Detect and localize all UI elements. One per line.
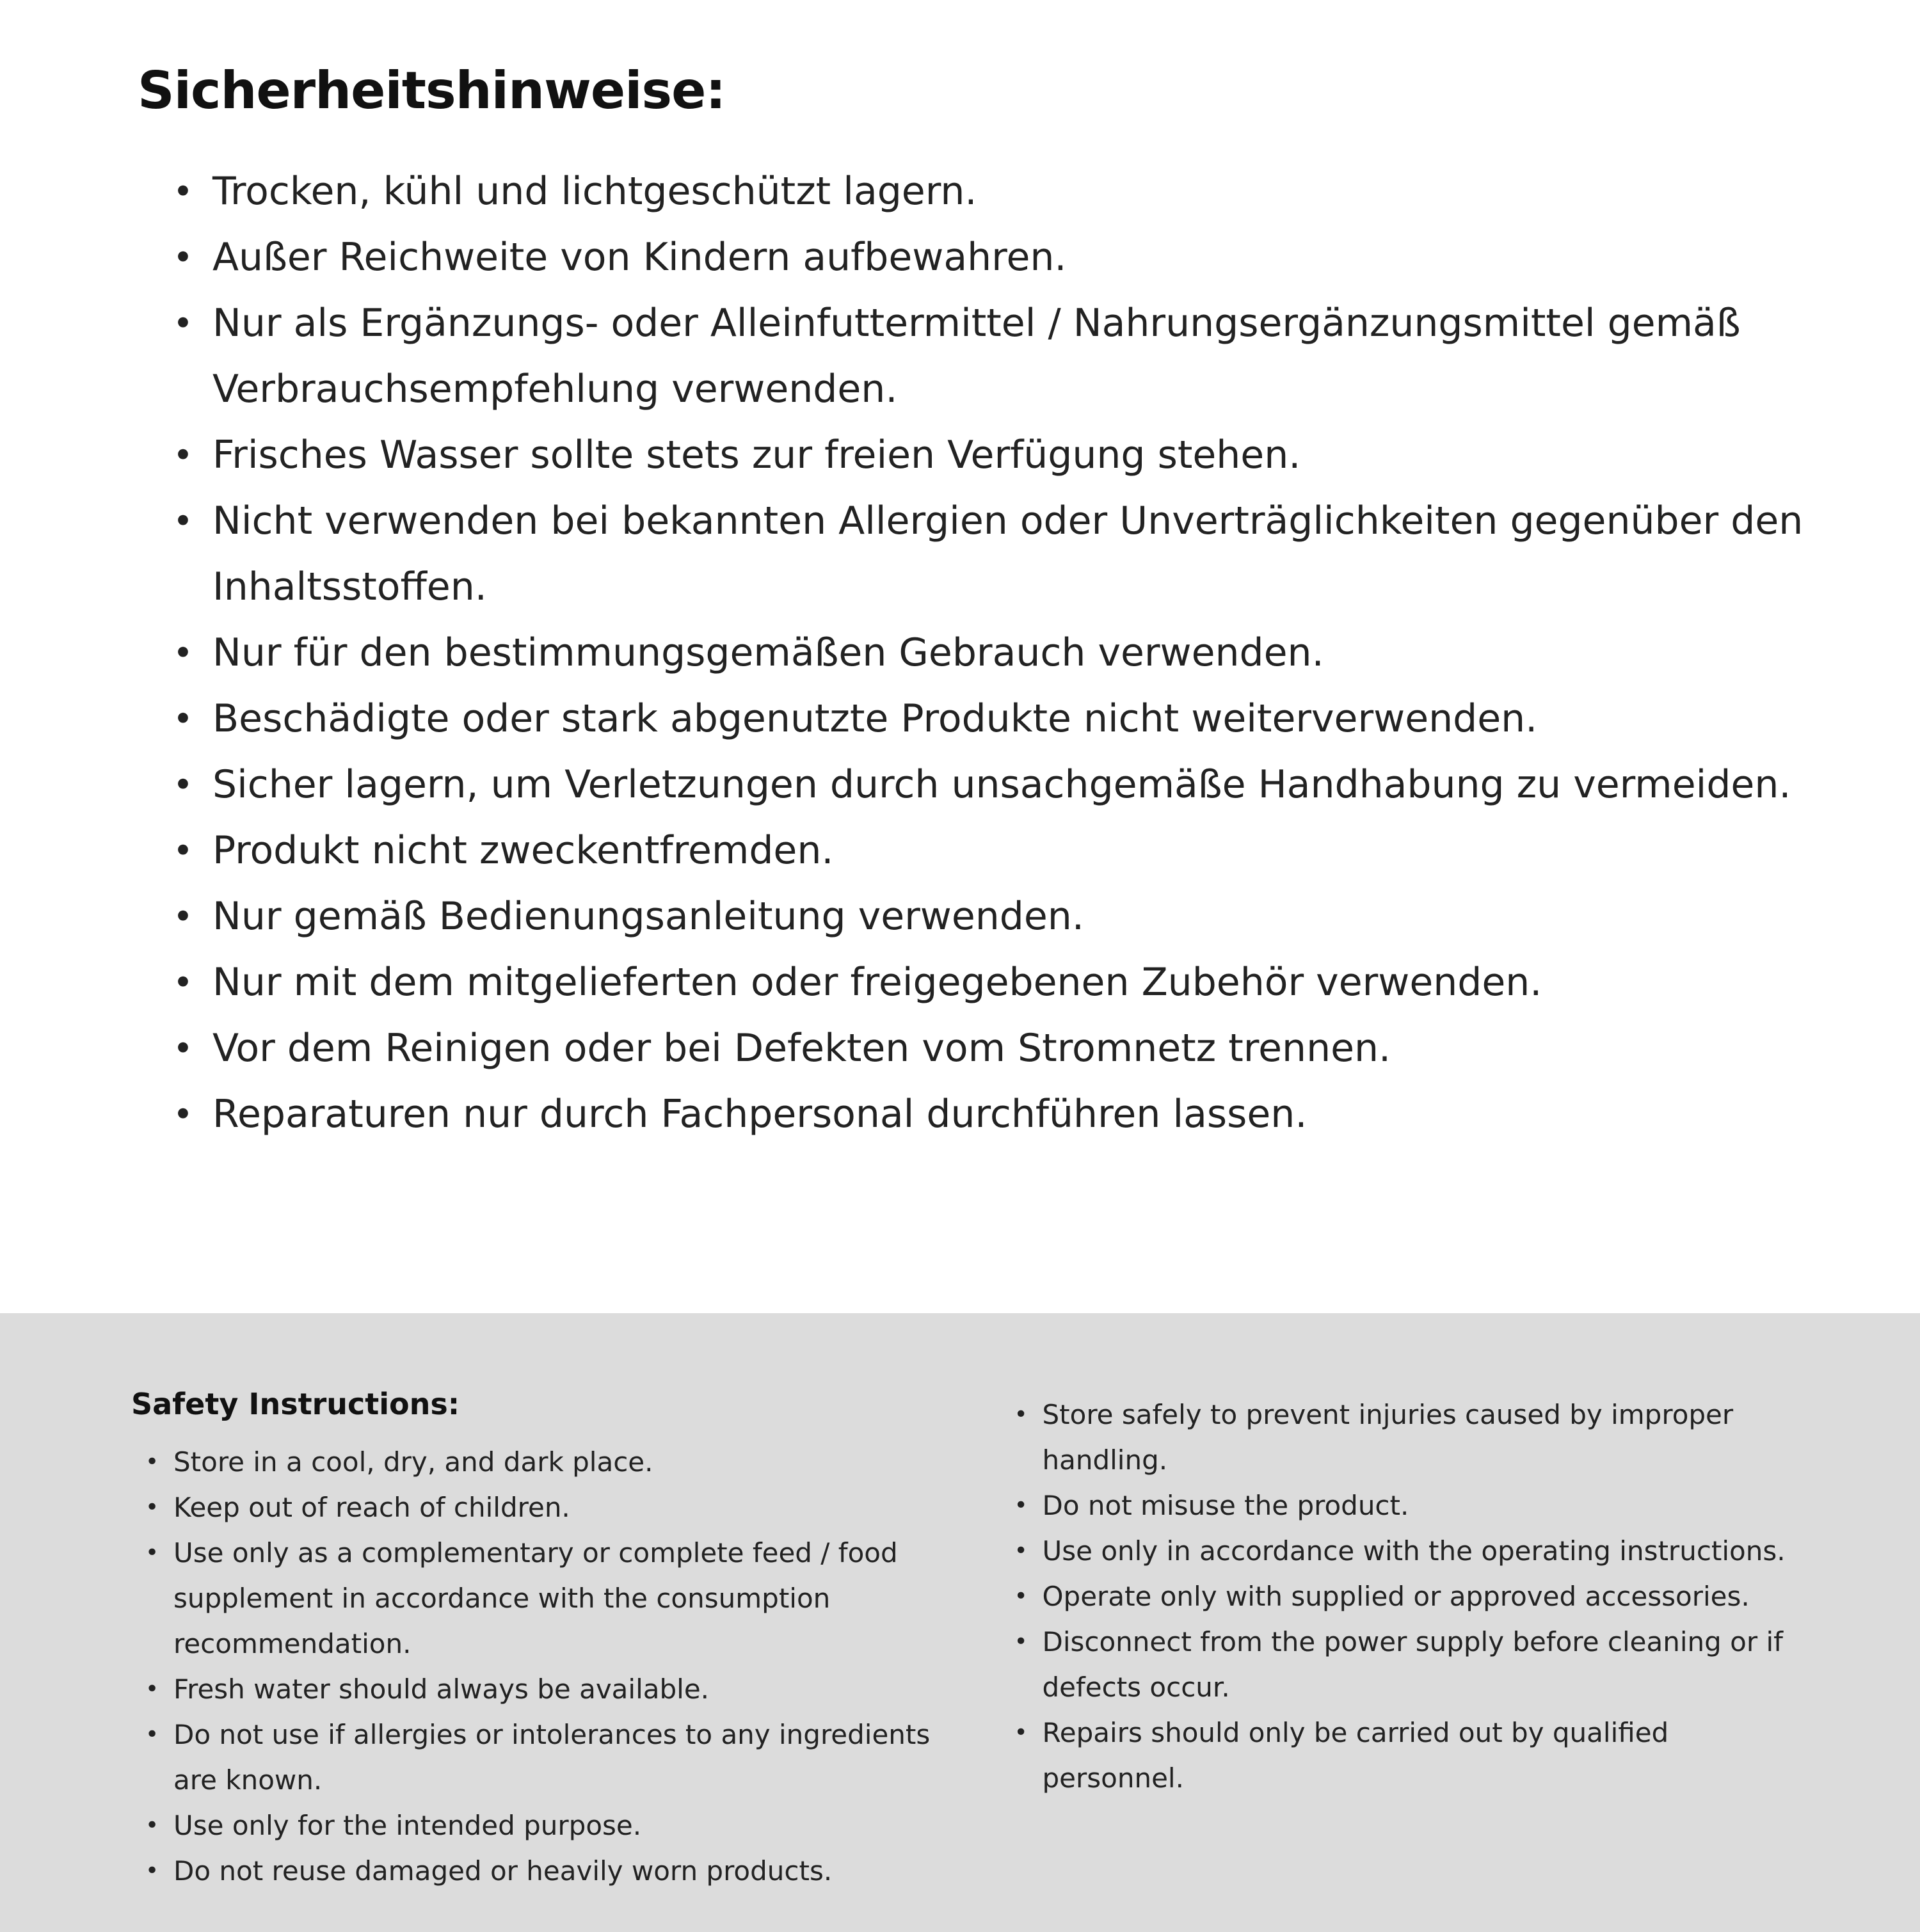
english-safety-list-right [1000, 1392, 1812, 1801]
list-item: • Vor dem Reinigen oder bei Defekten vom Stromnetz trennen. [173, 1016, 1805, 1082]
german-section-title: Sicherheitshinweise: [138, 61, 726, 120]
german-safety-list [138, 159, 1805, 1147]
list-item: • Keep out of reach of children. [145, 1485, 943, 1530]
list-item: • Do not reuse damaged or heavily worn products. [145, 1848, 943, 1894]
list-item: • Repairs should only be carried out by qualified personnel. [1014, 1710, 1812, 1801]
english-left-column [131, 1387, 943, 1894]
list-item: • Fresh water should always be available. [145, 1666, 943, 1712]
list-item: • Nur als Ergänzungs- oder Alleinfuttermittel / Nahrungsergänzungsmittel gemäß Verbrauchsempfehlung verwenden. [173, 291, 1805, 422]
english-right-column [1000, 1387, 1812, 1894]
list-item: • Store in a cool, dry, and dark place. [145, 1439, 943, 1485]
list-item: • Nur mit dem mitgelieferten oder freigegebenen Zubehör verwenden. [173, 950, 1805, 1016]
list-item: • Reparaturen nur durch Fachpersonal durchführen lassen. [173, 1082, 1805, 1147]
list-item: • Außer Reichweite von Kindern aufbewahren. [173, 225, 1805, 291]
list-item: • Sicher lagern, um Verletzungen durch unsachgemäße Handhabung zu vermeiden. [173, 752, 1805, 818]
english-section-title: Safety Instructions: [131, 1387, 460, 1421]
english-safety-section [0, 1313, 1920, 1932]
list-item: • Produkt nicht zweckentfremden. [173, 818, 1805, 884]
list-item: • Use only in accordance with the operating instructions. [1014, 1528, 1812, 1574]
list-item: • Do not use if allergies or intolerances to any ingredients are known. [145, 1712, 943, 1803]
list-item: • Frisches Wasser sollte stets zur freien Verfügung stehen. [173, 422, 1805, 488]
list-item: • Nicht verwenden bei bekannten Allergien oder Unverträglichkeiten gegenüber den Inhaltsstoffen. [173, 488, 1805, 620]
list-item: • Use only for the intended purpose. [145, 1803, 943, 1848]
list-item: • Nur gemäß Bedienungsanleitung verwenden. [173, 884, 1805, 950]
list-item: • Do not misuse the product. [1014, 1483, 1812, 1528]
list-item: • Trocken, kühl und lichtgeschützt lagern. [173, 159, 1805, 225]
english-safety-list-left [131, 1439, 943, 1894]
list-item: • Store safely to prevent injuries caused by improper handling. [1014, 1392, 1812, 1483]
list-item: • Disconnect from the power supply before cleaning or if defects occur. [1014, 1619, 1812, 1710]
list-item: • Use only as a complementary or complete feed / food supplement in accordance with the consumption recommendation. [145, 1530, 943, 1666]
list-item: • Operate only with supplied or approved accessories. [1014, 1574, 1812, 1619]
list-item: • Nur für den bestimmungsgemäßen Gebrauch verwenden. [173, 620, 1805, 686]
list-item: • Beschädigte oder stark abgenutzte Produkte nicht weiterverwenden. [173, 686, 1805, 752]
